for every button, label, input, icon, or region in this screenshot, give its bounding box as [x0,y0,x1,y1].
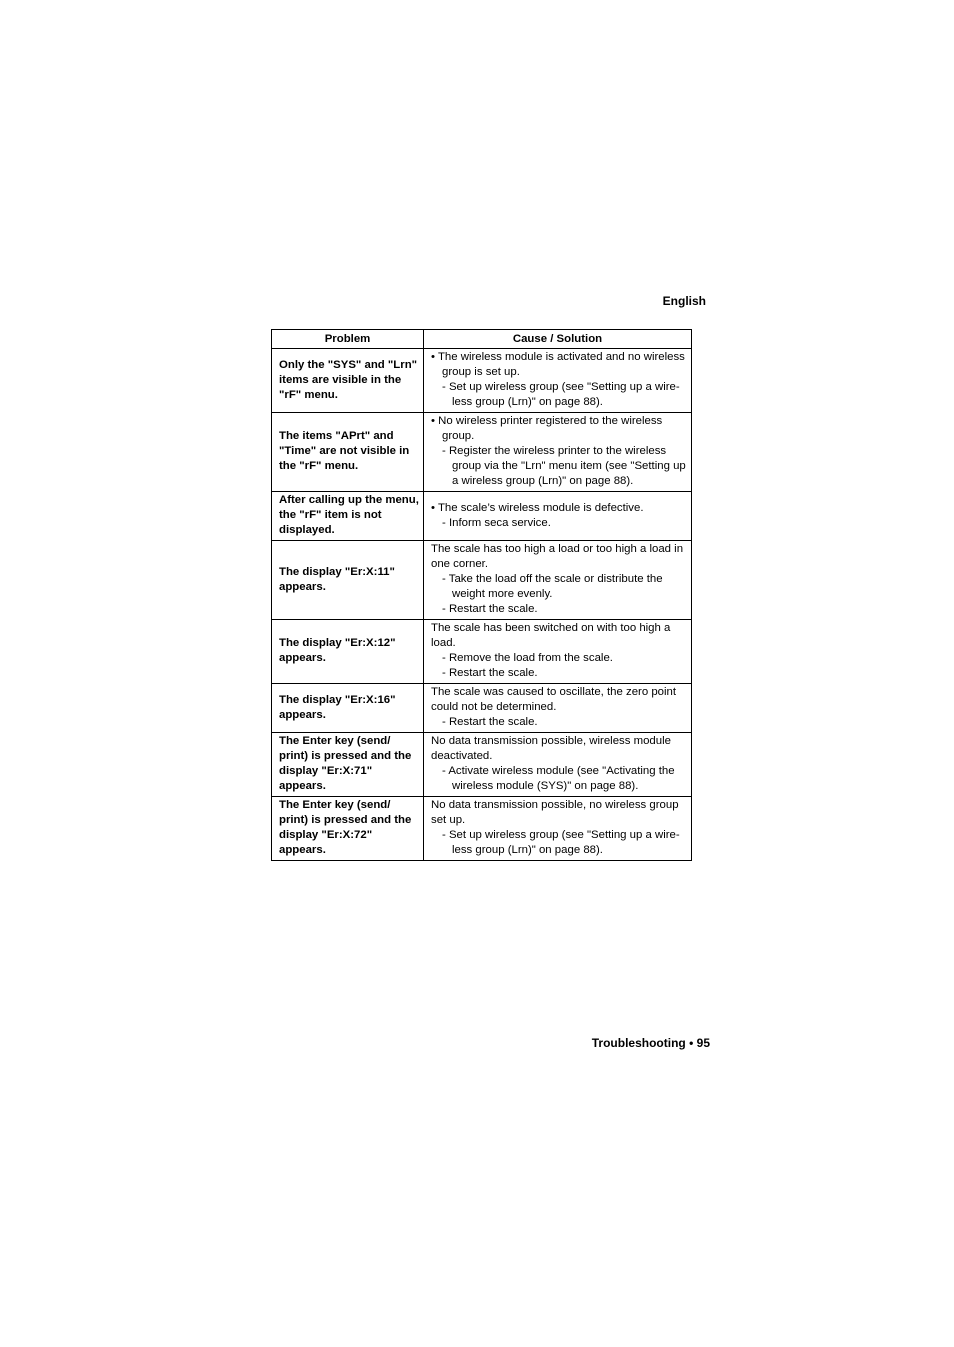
solution-cell [424,492,692,541]
solution-cause: • No wireless printer registered to the wireless group. [431,415,663,442]
solution-cause: The scale has too high a load or too high a load in one corner. [431,543,684,570]
column-header-cause-solution: Cause / Solution [424,330,692,349]
problem-cell: Only the "SYS" and "Lrn" items are visible in the "rF" menu. [272,349,424,413]
solution-cause: No data transmission possible, wireless module deactivated. [431,735,671,762]
solution-step: - Set up wireless group (see "Setting up a wire-less group (Lrn)" on page 88). [442,381,680,408]
solution-step: - Take the load off the scale or distribute the weight more evenly. [442,573,663,600]
language-label: English [662,294,706,308]
solution-cell [424,684,692,733]
table-row [272,684,692,733]
problem-cell: After calling up the menu, the "rF" item is not displayed. [272,492,424,541]
troubleshooting-table [271,329,692,861]
table-row [272,620,692,684]
solution-cause: The scale was caused to oscillate, the zero point could not be determined. [431,686,677,713]
page-number: 95 [696,1036,710,1050]
table-row [272,349,692,413]
solution-step: - Remove the load from the scale. [442,652,613,664]
problem-cell: The items "APrt" and "Time" are not visible in the "rF" menu. [272,413,424,492]
problem-cell: The Enter key (send/ print) is pressed and the display "Er:X:71" appears. [272,733,424,797]
solution-cause: No data transmission possible, no wireless group set up. [431,799,679,826]
solution-cause: The scale has been switched on with too high a load. [431,622,671,649]
solution-step: - Restart the scale. [442,716,538,728]
table-row [272,797,692,861]
solution-cell [424,797,692,861]
solution-step: - Restart the scale. [442,667,538,679]
table-row [272,413,692,492]
table-row [272,541,692,620]
solution-cell [424,733,692,797]
problem-cell: The display "Er:X:16" appears. [272,684,424,733]
footer-section-title: Troubleshooting [591,1036,686,1050]
column-header-problem: Problem [272,330,424,349]
page-footer [540,1036,710,1050]
problem-cell: The Enter key (send/ print) is pressed and the display "Er:X:72" appears. [272,797,424,861]
solution-step: - Inform seca service. [442,516,551,529]
solution-cause: • The wireless module is activated and no wireless group is set up. [431,351,685,378]
solution-step: - Restart the scale. [442,603,538,615]
solution-cause: • The scale’s wireless module is defective. [431,501,644,514]
solution-step: - Activate wireless module (see "Activating the wireless module (SYS)" on page 88). [442,765,675,792]
solution-cell [424,413,692,492]
table-row [272,492,692,541]
footer-separator: • [689,1036,694,1050]
solution-step: - Set up wireless group (see "Setting up a wire-less group (Lrn)" on page 88). [442,829,680,856]
solution-cell [424,349,692,413]
solution-cell [424,620,692,684]
table-row [272,733,692,797]
table-header-row [272,330,692,349]
problem-cell: The display "Er:X:12" appears. [272,620,424,684]
problem-cell: The display "Er:X:11" appears. [272,541,424,620]
solution-cell [424,541,692,620]
solution-step: - Register the wireless printer to the wireless group via the "Lrn" menu item (see "Setting up a wireless group (Lrn)" on page 88). [442,445,686,487]
